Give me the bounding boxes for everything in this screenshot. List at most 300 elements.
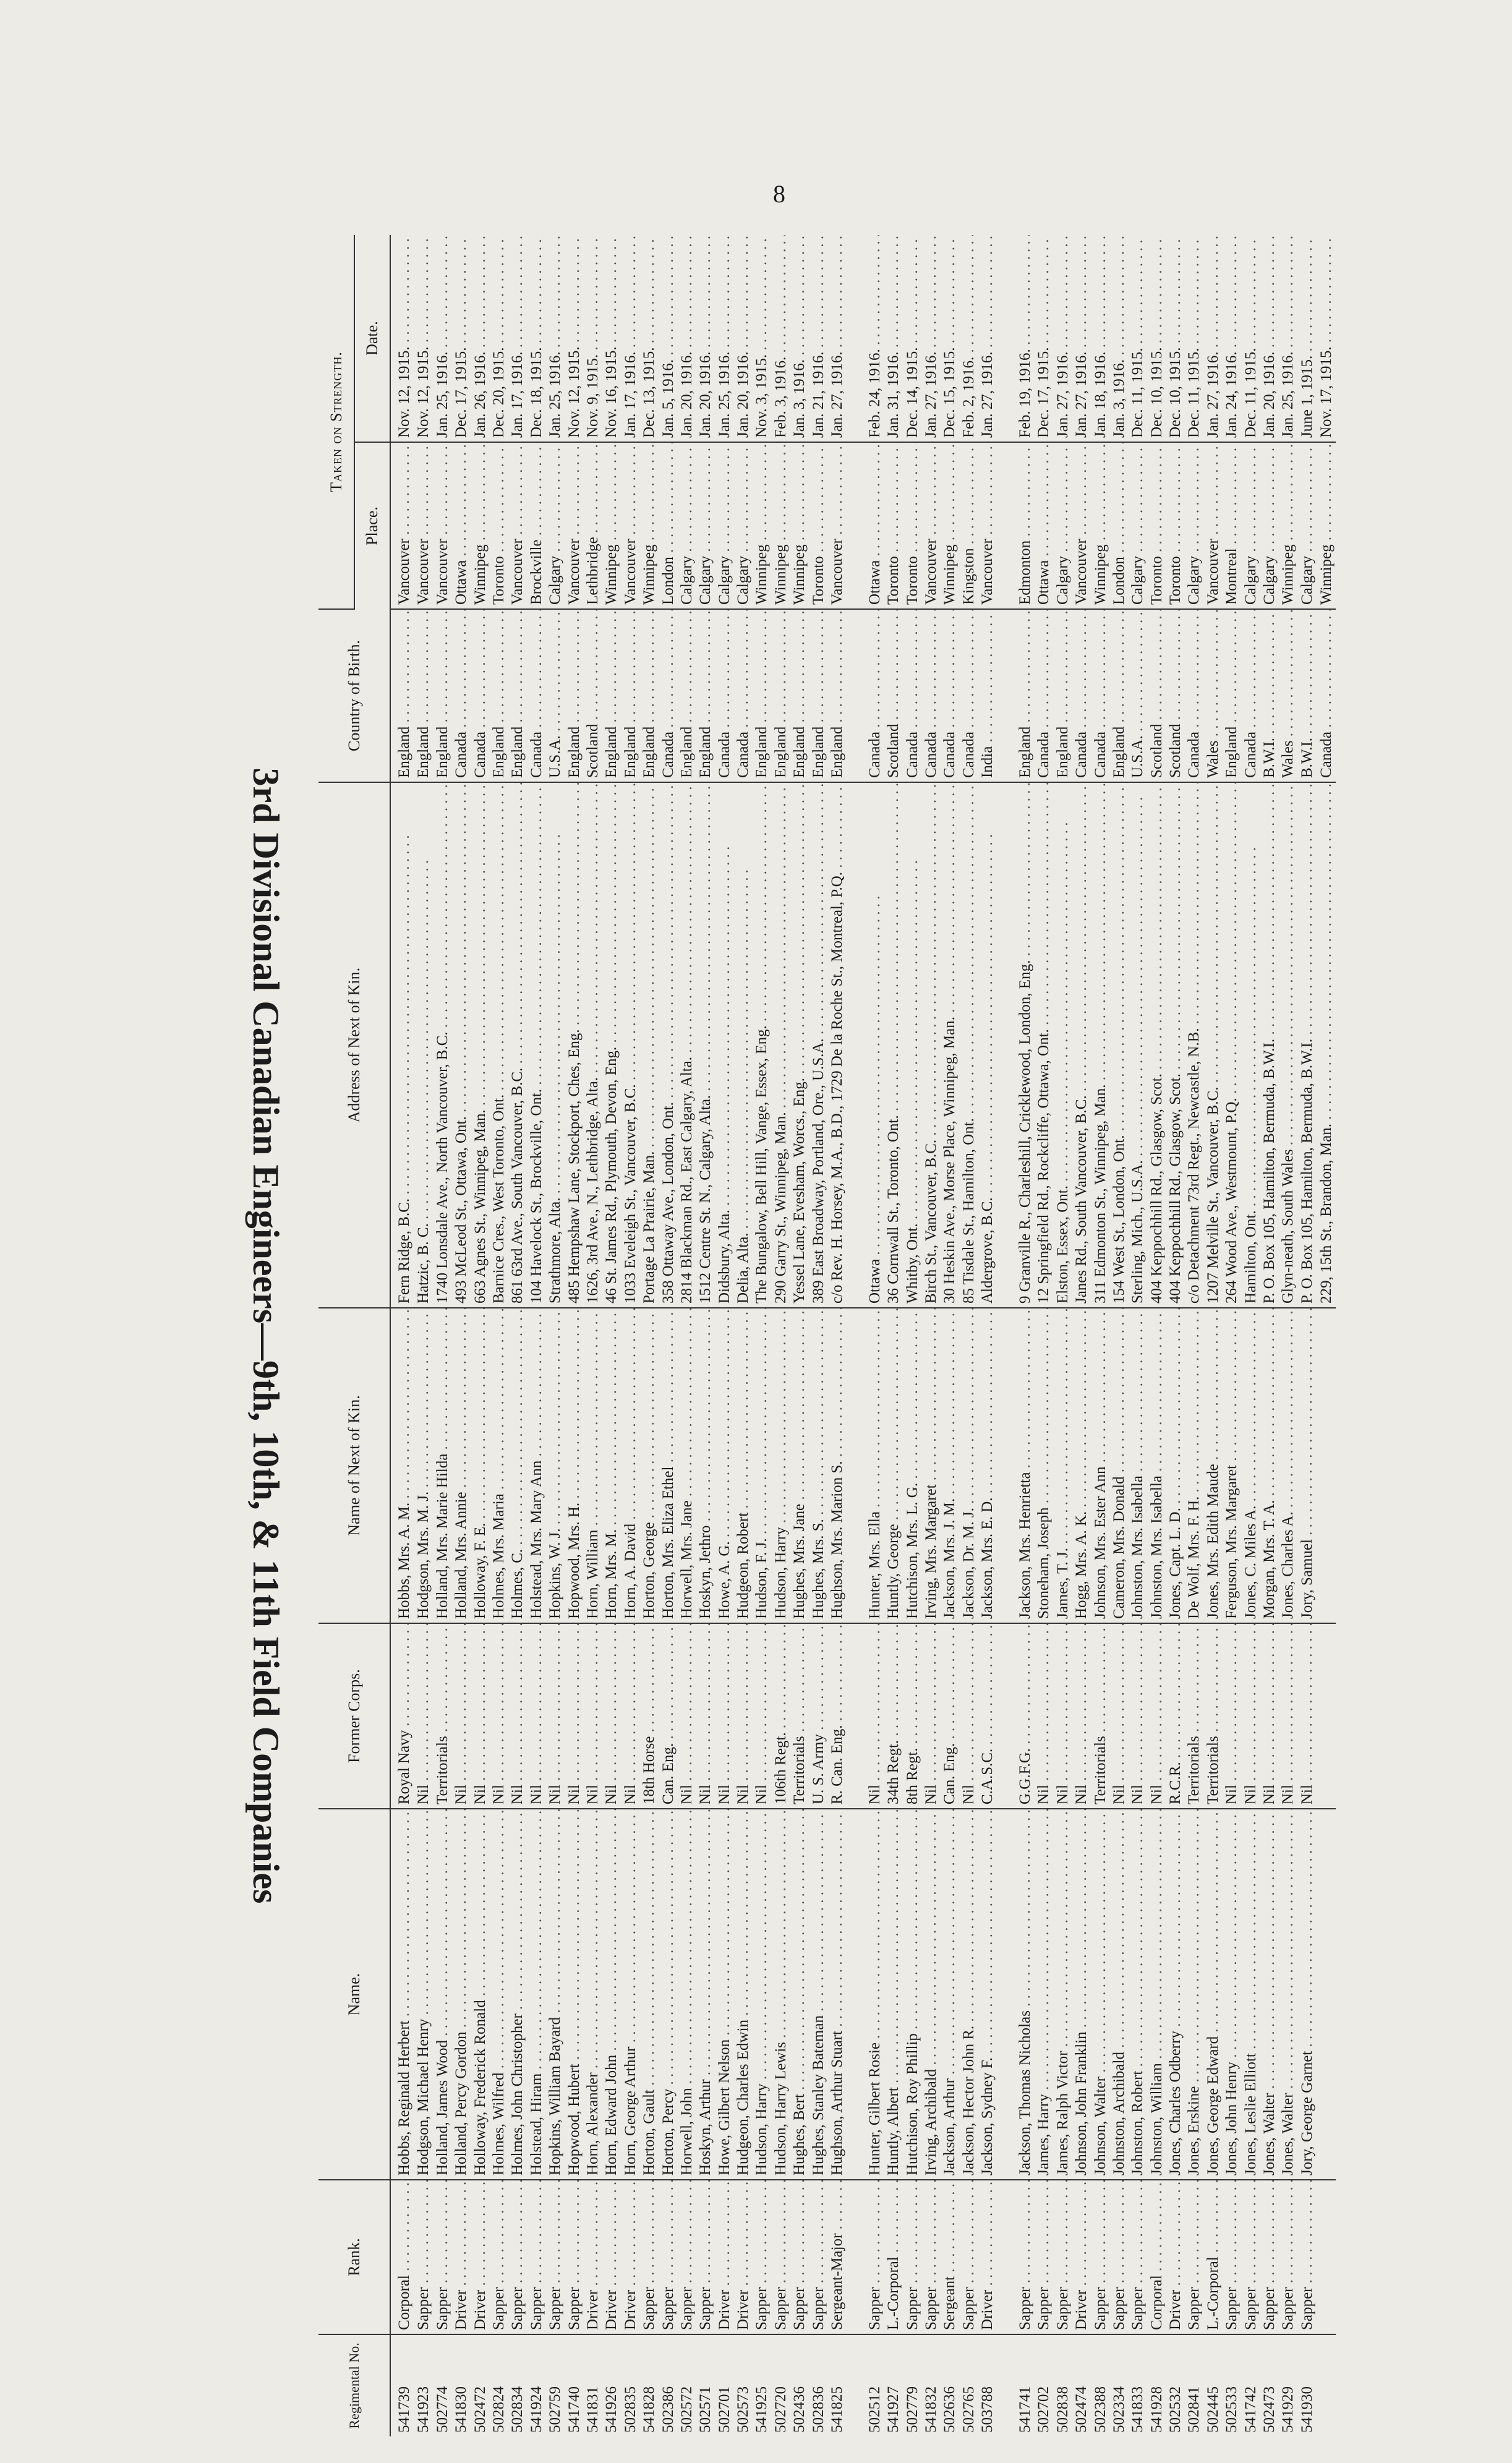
cell-name: Hodgson, Michael Henry . . . [414,1809,433,2180]
cell-kin-address: Yessel Lane, Evesham, Worcs., Eng. . . . [790,782,809,1308]
spacer-cell [997,609,1015,782]
cell-place: Montreal . . . [1223,442,1241,609]
cell-kin-name: De Wolf, Mrs. F. H. . . . [1185,1308,1203,1623]
page-number: 8 [773,180,785,208]
spacer-cell [997,782,1015,1308]
cell-country: Canada . . . [471,609,489,782]
spacer-cell [847,235,865,442]
cell-kin-address: Elston, Essex, Ont. . . . [1054,782,1072,1308]
cell-place: Calgary . . . [1241,442,1260,609]
cell-corps: Nil . . . [508,1623,527,1809]
cell-name: Hopkins, William Bayard . . . [546,1809,565,2180]
cell-kin-name: Hughes, Mrs. Jane . . . [790,1308,809,1623]
cell-corps: 8th Regt. . . . [903,1623,921,1809]
cell-place: Vancouver . . . [978,442,997,609]
cell-rank: Sergeant-Major . . . [828,2180,847,2334]
spacer-cell [847,1623,865,1809]
cell-no: 541739 [396,2386,413,2433]
cell-no: 541928 [1148,2386,1165,2433]
cell-country: England . . . [640,609,659,782]
cell-rank: Corporal . . . [1148,2180,1166,2334]
cell-corps: Nil . . . [452,1623,471,1809]
cell-country: Canada . . . [922,609,941,782]
cell-no: 502436 [791,2386,808,2433]
cell-no: 502836 [809,2386,827,2433]
cell-country: England . . . [678,609,696,782]
cell-kin-address: Fern Ridge, B.C. . . . [390,782,414,1308]
cell-rank: Sapper . . . [809,2180,827,2334]
cell-no: 502835 [621,2386,639,2433]
cell-kin-name: Jones, C. Miles A. . . . [1241,1308,1260,1623]
cell-rank: Sapper . . . [1298,2180,1317,2334]
cell-corps: Nil . . . [1298,1623,1317,1809]
cell-corps: R. Can. Eng. . . . [828,1623,847,1809]
cell-place: Winnipeg . . . [753,442,771,609]
cell-no: 502571 [697,2386,714,2433]
cell-country: England . . . [1110,609,1129,782]
cell-rank: Sapper . . . [527,2180,546,2334]
cell-place: Toronto . . . [1148,442,1166,609]
register-rows [390,235,1336,2436]
cell-kin-name: Johnston, Mrs. Isabella . . . [1129,1308,1147,1623]
cell-name: Johnson, Walter . . . [1091,1809,1109,2180]
cell-date: Dec. 11, 1915. . . . [1241,235,1260,442]
table-row [978,235,997,2436]
cell-place: Ottawa . . . [1035,442,1053,609]
cell-kin-name: Ferguson, Mrs. Margaret . . . [1223,1308,1241,1623]
cell-place: Ottawa . . . [866,442,884,609]
cell-kin-name: Jones, Capt. L. D. . . . [1166,1308,1185,1623]
cell-kin-name: Hobbs, Mrs. A. M. . . . [390,1308,414,1623]
rotated-register-sheet [235,235,1336,2436]
table-row [621,235,640,2436]
cell-rank: Sapper . . . [678,2180,696,2334]
cell-name: James, Harry . . . [1035,1809,1053,2180]
cell-kin-address: Portage La Prairie, Man. . . . [640,782,659,1308]
cell-corps: Nil . . . [696,1623,715,1809]
cell-kin-name: Stoneham, Joseph . . . [1035,1308,1053,1623]
cell-corps: Territorials . . . [1204,1623,1223,1809]
header-taken-on-strength: Taken on Strength. [318,235,354,609]
cell-kin-address: Hamilton, Ont. . . . [1241,782,1260,1308]
cell-name: Horton, Percy . . . [659,1809,677,2180]
table-row [1204,235,1223,2436]
cell-place: Edmonton . . . [1016,442,1035,609]
cell-place: Winnipeg . . . [1317,442,1336,609]
cell-name: Holmes, Wilfred . . . [490,1809,508,2180]
cell-country: England . . . [1054,609,1072,782]
cell-kin-address: P. O. Box 105, Hamilton, Bermuda, B.W.I. . . . [1260,782,1279,1308]
table-row [866,235,884,2436]
spacer-cell [997,2334,1015,2436]
cell-corps: Nil . . . [546,1623,565,1809]
cell-date: Jan. 5, 1916. . . . [659,235,677,442]
cell-date: Jan. 17, 1916. . . . [621,235,640,442]
cell-name: Jackson, Sydney F. . . . [978,1809,997,2180]
cell-kin-address: Glyn-neath, South Wales . . . [1279,782,1297,1308]
cell-rank: Driver . . . [978,2180,997,2334]
cell-kin-name: Horton, George . . . [640,1308,659,1623]
cell-kin-name: Hutchison, Mrs. L. G. . . . [903,1308,921,1623]
cell-kin-name: Holmes, Mrs. Maria . . . [490,1308,508,1623]
cell-name: Howe, Gilbert Nelson . . . [715,1809,734,2180]
cell-kin-name: Hoskyn, Jethro . . . [696,1308,715,1623]
cell-date: Jan. 25, 1916. . . . [546,235,565,442]
cell-no: 502472 [471,2386,489,2433]
cell-kin-address: 12 Springfield Rd., Rockcliffe, Ottawa, Ont. . . . [1035,782,1053,1308]
cell-name: Jackson, Arthur . . . [941,1809,959,2180]
cell-corps: Nil . . . [715,1623,734,1809]
spacer-cell [997,1623,1015,1809]
cell-country: England . . . [809,609,827,782]
cell-name: Hughson, Arthur Stuart . . . [828,1809,847,2180]
cell-rank: Sergeant . . . [941,2180,959,2334]
table-row [1129,235,1147,2436]
cell-rank: Driver . . . [1072,2180,1091,2334]
cell-rank: Driver . . . [584,2180,602,2334]
cell-rank: Sapper . . . [1110,2180,1129,2334]
cell-place: Winnipeg . . . [640,442,659,609]
table-row [772,235,790,2436]
cell-kin-address: 1207 Melville St., Vancouver, B.C. . . . [1204,782,1223,1308]
cell-date: Nov. 9, 1915. . . . [584,235,602,442]
cell-no: 502720 [772,2386,789,2433]
cell-name: Jones, John Henry . . . [1223,1809,1241,2180]
cell-no: 502841 [1185,2386,1203,2433]
cell-kin-name: Hogg, Mrs. A. K. . . . [1072,1308,1091,1623]
cell-place: Vancouver . . . [1204,442,1223,609]
cell-corps: Nil . . . [1148,1623,1166,1809]
cell-name: Holland, Percy Gordon . . . [452,1809,471,2180]
cell-place: Vancouver . . . [508,442,527,609]
cell-name: Hudson, Harry . . . [753,1809,771,2180]
cell-country: England . . . [696,609,715,782]
cell-kin-name: Jackson, Mrs. E. D. . . . [978,1308,997,1623]
cell-kin-address: Janes Rd., South Vancouver, B.C. . . . [1072,782,1091,1308]
table-row [1260,235,1279,2436]
cell-place: London . . . [1110,442,1129,609]
cell-kin-address: Aldergrove, B.C. . . . [978,782,997,1308]
cell-country: England . . . [790,609,809,782]
cell-rank: Sapper . . . [1241,2180,1260,2334]
table-row [546,235,565,2436]
cell-place: Ottawa . . . [452,442,471,609]
cell-no: 502701 [715,2386,733,2433]
cell-country: England . . . [621,609,640,782]
table-row [1185,235,1203,2436]
cell-no: 541833 [1129,2386,1147,2433]
cell-name: Hughes, Bert . . . [790,1809,809,2180]
table-row [1279,235,1297,2436]
cell-corps: Nil . . . [1054,1623,1072,1809]
cell-date: Nov. 3, 1915. . . . [753,235,771,442]
table-row [471,235,489,2436]
table-row [753,235,771,2436]
cell-kin-name: Hudson, Harry . . . [772,1308,790,1623]
table-row [790,235,809,2436]
cell-no: 541828 [641,2386,658,2433]
cell-place: Calgary . . . [734,442,753,609]
cell-corps: Nil . . . [527,1623,546,1809]
cell-country: Canada . . . [903,609,921,782]
cell-kin-address: Strathmore, Alta. . . . [546,782,565,1308]
cell-country: England . . . [490,609,508,782]
cell-name: Holloway, Frederick Ronald . . . [471,1809,489,2180]
cell-no: 502779 [903,2386,921,2433]
cell-rank: Sapper . . . [1016,2180,1035,2334]
cell-rank: Sapper . . . [1035,2180,1053,2334]
cell-name: Jones, Erskine . . . [1185,1809,1203,2180]
cell-no: 503788 [979,2386,996,2433]
cell-corps: Nil . . . [734,1623,753,1809]
cell-rank: Sapper . . . [1185,2180,1203,2334]
cell-rank: Sapper . . . [1260,2180,1279,2334]
cell-kin-address: 311 Edmonton St., Winnipeg, Man. . . . [1091,782,1109,1308]
cell-no: 502838 [1054,2386,1071,2433]
cell-country: England . . . [508,609,527,782]
header-kin-name: Name of Next of Kin. [318,1308,390,1623]
cell-kin-name: Jones, Charles A. . . . [1279,1308,1297,1623]
cell-corps: Nil . . . [1110,1623,1129,1809]
header-kin-address: Address of Next of Kin. [318,782,390,1308]
cell-corps: U. S. Army . . . [809,1623,827,1809]
cell-place: Vancouver . . . [565,442,583,609]
cell-place: Calgary . . . [546,442,565,609]
cell-date: Nov. 17, 1915. . . . [1317,235,1336,442]
cell-rank: Sapper . . . [1129,2180,1147,2334]
cell-no: 502474 [1073,2386,1090,2433]
cell-date: Dec. 18, 1915. . . . [527,235,546,442]
cell-no: 502532 [1167,2386,1184,2433]
cell-kin-name: Johnson, Mrs. Ester Ann . . . [1091,1308,1109,1623]
cell-rank: Driver . . . [452,2180,471,2334]
cell-name: Johnston, William . . . [1148,1809,1166,2180]
cell-no: 502759 [547,2386,564,2433]
cell-kin-address: 85 Tisdale St., Hamilton, Ont. . . . [960,782,978,1308]
cell-rank: L.-Corporal . . . [884,2180,903,2334]
cell-place: Brockville . . . [527,442,546,609]
cell-kin-address: 485 Hempshaw Lane, Stockport, Ches, Eng. . . . [565,782,583,1308]
cell-place: Winnipeg . . . [1279,442,1297,609]
cell-date: Nov. 12, 1915. . . . [390,235,414,442]
cell-kin-address: 229, 15th St., Brandon, Man. . . . [1317,782,1336,1308]
cell-corps: Nil . . . [414,1623,433,1809]
cell-place: Calgary . . . [1298,442,1317,609]
cell-name: Jones, Charles Odberry . . . [1166,1809,1185,2180]
cell-country: B.W.I. . . . [1298,609,1317,782]
cell-country: Canada . . . [659,609,677,782]
cell-country: Canada . . . [941,609,959,782]
spacer-cell [997,442,1015,609]
table-row [828,235,847,2436]
cell-date: Dec. 11, 1915. . . . [1129,235,1147,442]
cell-no: 502445 [1204,2386,1221,2433]
header-rank: Rank. [318,2180,390,2334]
cell-date: Jan. 24, 1916. . . . [1223,235,1241,442]
table-row [1035,235,1053,2436]
table-row [696,235,715,2436]
table-row [1016,235,1035,2436]
cell-place: Vancouver . . . [414,442,433,609]
cell-place: Winnipeg . . . [1091,442,1109,609]
cell-date: June 1, 1915. . . . [1298,235,1317,442]
cell-rank: Sapper . . . [414,2180,433,2334]
cell-country: Canada . . . [452,609,471,782]
table-row [903,235,921,2436]
table-row [390,235,414,2436]
cell-no: 541742 [1242,2386,1259,2433]
cell-no: 502573 [735,2386,752,2433]
cell-kin-address: 389 East Broadway, Portland, Ore., U.S.A. . . . [809,782,827,1308]
cell-country: England . . . [434,609,452,782]
cell-date: Jan. 20, 1916. . . . [734,235,753,442]
cell-kin-address: P. O. Box 105, Hamilton, Bermuda, B.W.I. . . . [1298,782,1317,1308]
spacer-cell [997,235,1015,442]
cell-country: Wales . . . [1204,609,1223,782]
cell-rank: Driver . . . [734,2180,753,2334]
spacer-cell [997,1308,1015,1623]
cell-name: Holmes, John Christopher . . . [508,1809,527,2180]
cell-no: 541740 [565,2386,583,2433]
cell-date: Dec. 15, 1915. . . . [941,235,959,442]
page-title: 3rd Divisional Canadian Engineers—9th, 10th, & 11th Field Companies [246,767,286,1904]
cell-kin-name: Jackson, Mrs. J. M. . . . [941,1308,959,1623]
cell-rank: Driver . . . [621,2180,640,2334]
cell-corps: Nil . . . [1241,1623,1260,1809]
cell-rank: Sapper . . . [490,2180,508,2334]
table-row [1072,235,1091,2436]
cell-corps: C.A.S.C. . . . [978,1623,997,1809]
cell-rank: Sapper . . . [434,2180,452,2334]
cell-date: Feb. 2, 1916. . . . [960,235,978,442]
cell-date: Dec. 13, 1915. . . . [640,235,659,442]
cell-date: Dec. 10, 1915. . . . [1166,235,1185,442]
cell-date: Dec. 11, 1915. . . . [1185,235,1203,442]
cell-corps: Nil . . . [602,1623,621,1809]
cell-kin-name: Howe, A. G. . . . [715,1308,734,1623]
cell-rank: Sapper . . . [640,2180,659,2334]
cell-date: Feb. 3, 1916. . . . [772,235,790,442]
table-row [1148,235,1166,2436]
cell-place: Vancouver . . . [434,442,452,609]
cell-name: Holland, James Wood . . . [434,1809,452,2180]
cell-place: Winnipeg . . . [471,442,489,609]
cell-date: Nov. 16, 1915. . . . [602,235,621,442]
cell-country: Canada . . . [1072,609,1091,782]
cell-name: Hunter, Gilbert Rosie . . . [866,1809,884,2180]
cell-no: 502388 [1091,2386,1109,2433]
cell-country: Canada . . . [527,609,546,782]
cell-corps: Nil . . . [1223,1623,1241,1809]
header-name: Name. [318,1809,390,2180]
table-row [1054,235,1072,2436]
cell-country: Canada . . . [715,609,734,782]
cell-date: Jan. 25, 1916. . . . [715,235,734,442]
cell-kin-name: Hudson, F. J. . . . [753,1308,771,1623]
cell-kin-address: c/o Detachment 73rd Regt., Newcastle, N.B. . . . [1185,782,1203,1308]
cell-kin-address: The Bungalow, Bell Hill, Vange, Essex, Eng. . . . [753,782,771,1308]
cell-date: Dec. 14, 1915. . . . [903,235,921,442]
cell-kin-address: 1033 Eveleigh St., Vancouver, B.C. . . . [621,782,640,1308]
table-row [678,235,696,2436]
cell-corps: Nil . . . [866,1623,884,1809]
cell-name: Johnston, Robert . . . [1129,1809,1147,2180]
cell-corps: Nil . . . [922,1623,941,1809]
cell-place: Vancouver . . . [621,442,640,609]
cell-name: Jones, Walter . . . [1260,1809,1279,2180]
cell-place: Calgary . . . [1129,442,1147,609]
cell-corps [1317,1623,1336,1809]
spacer-cell [847,2334,865,2436]
cell-name: Horwell, John . . . [678,1809,696,2180]
cell-corps: Nil . . . [621,1623,640,1809]
cell-no: 541930 [1298,2386,1315,2433]
cell-place: Calgary . . . [1185,442,1203,609]
cell-kin-name: Jackson, Mrs. Henrietta . . . [1016,1308,1035,1623]
cell-rank: Sapper . . . [1279,2180,1297,2334]
cell-country: Scotland . . . [1148,609,1166,782]
table-row [490,235,508,2436]
cell-kin-address: Barnice Cres., West Toronto, Ont. . . . [490,782,508,1308]
cell-kin-address: 36 Cornwall St., Toronto, Ont. . . . [884,782,903,1308]
cell-kin-name: Johnston, Mrs. Isabella . . . [1148,1308,1166,1623]
cell-place: Calgary . . . [1260,442,1279,609]
cell-place: Toronto . . . [903,442,921,609]
cell-kin-name: Horn, William . . . [584,1308,602,1623]
table-row [884,235,903,2436]
cell-name: Horn, Alexander . . . [584,1809,602,2180]
cell-place: Winnipeg . . . [790,442,809,609]
cell-place: Calgary . . . [1054,442,1072,609]
table-row [584,235,602,2436]
cell-no: 502533 [1223,2386,1241,2433]
table-row [809,235,827,2436]
cell-no: 541929 [1279,2386,1297,2433]
cell-kin-address: Hatzic, B. C. . . . [414,782,433,1308]
cell-name: Hughes, Stanley Bateman . . . [809,1809,827,2180]
cell-place: Winnipeg . . . [602,442,621,609]
cell-country: England . . . [565,609,583,782]
cell-corps: Nil . . . [584,1623,602,1809]
cell-rank: Sapper . . . [1054,2180,1072,2334]
cell-kin-name: Holmes, C. . . . [508,1308,527,1623]
cell-kin-name: Hopkins, W. J. . . . [546,1308,565,1623]
cell-date: Jan. 27, 1916. . . . [1054,235,1072,442]
table-row [565,235,583,2436]
cell-corps: Nil . . . [1279,1623,1297,1809]
cell-rank: Sapper . . . [659,2180,677,2334]
cell-kin-name: Hughson, Mrs. Marion S. . . . [828,1308,847,1623]
cell-no: 541923 [415,2386,432,2433]
cell-place: Vancouver . . . [390,442,414,609]
cell-date: Jan. 3, 1916. . . . [790,235,809,442]
cell-country: England . . . [828,609,847,782]
cell-country: Canada . . . [960,609,978,782]
cell-kin-name: Holland, Mrs. Marie Hilda . . . [434,1308,452,1623]
table-row [434,235,452,2436]
table-row [1091,235,1109,2436]
cell-country: England . . . [753,609,771,782]
cell-kin-address: 1626, 3rd Ave., N., Lethbridge, Alta. . . . [584,782,602,1308]
cell-date: Nov. 12, 1915. . . . [565,235,583,442]
cell-no: 541830 [453,2386,470,2433]
cell-kin-address: 358 Ottaway Ave., London, Ont. . . . [659,782,677,1308]
cell-no: 502636 [941,2386,959,2433]
cell-name [1317,1809,1336,2180]
cell-no: 541831 [584,2386,601,2433]
cell-rank: L.-Corporal . . . [1204,2180,1223,2334]
cell-kin-name: Horn, Mrs. M. . . . [602,1308,621,1623]
